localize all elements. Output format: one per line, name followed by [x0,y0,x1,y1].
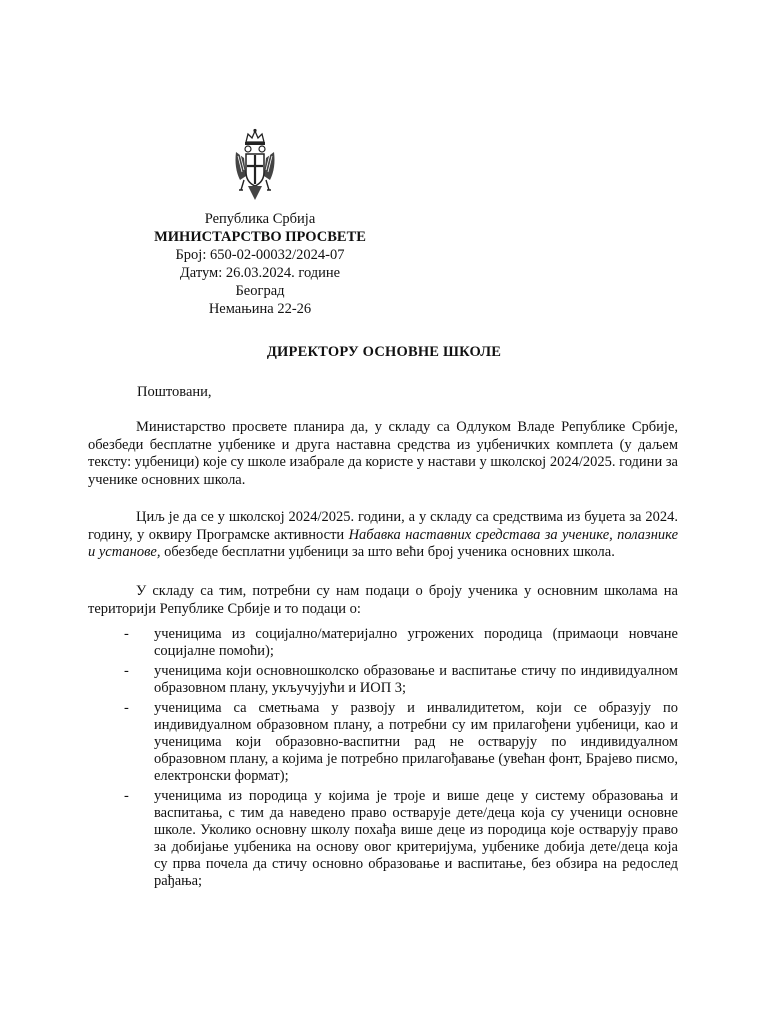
program-activity-name: Набавка наставних средстава за ученике, полазнике и установе, [88,526,678,560]
paragraph-2-start: Циљ је да се у школској 2024/2025. години, а у складу са средствима из буџета за 2024. годину, у оквиру Програмске активности [88,509,678,543]
list-marker: - [124,663,129,679]
city: Београд [235,283,285,299]
paragraph-1-text: Министарство просвете планира да, у складу са Одлуком Владе Републике Србије, обезбеди бесплатне уџбенике и друга наставна средства из уџбеничких комплета (у даљем тексту: уџбеници) које су школе изабрале да користе у настави у школској 2024/2025. години за ученике основних школа. [88,419,678,488]
greeting: Поштовани, [137,384,212,400]
country-name: Република Србија [204,211,316,227]
document-number: Број: 650-02-00032/2024-07 [175,247,345,263]
paragraph-3 [88,583,678,618]
paragraph-3-text: У складу са тим, потребни су нам подаци о броју ученика у основним школама на територији Републике Србије и то подаци о: [88,583,678,617]
list-item [88,626,678,660]
address: Немањина 22-26 [208,301,312,317]
paragraph-2-end: обезбеде бесплатни уџбеници за што већи број ученика основних школа. [160,544,615,560]
paragraph-1 [88,419,678,489]
coat-of-arms-icon [232,128,278,204]
list-item-text: ученицима из социјално/материјално угрожених породица (примаоци новчане социјалне помоћи); [154,626,678,659]
paragraph-2 [88,509,678,562]
ministry-name: МИНИСТАРСТВО ПРОСВЕТЕ [154,229,366,245]
document-date: Датум: 26.03.2024. године [179,265,341,281]
list-item-text: ученицима са сметњама у развоју и инвалидитетом, који се образују по индивидуалном образовном плану, а потребни су им прилагођени уџбеници, као и ученицима који образовно-васпитни рад не остварују по индивидуалном образовном плану, а којима је потребно прилагођавање (увећан фонт, Брајево писмо, електронски формат); [154,700,678,784]
list-item-text: ученицима који основношколско образовање и васпитање стичу по индивидуалном образовном плану, укључујући и ИОП 3; [154,663,678,696]
list-item [88,663,678,697]
list-marker: - [124,626,129,642]
letterhead [140,210,380,318]
criteria-list [88,626,678,893]
list-item [88,700,678,785]
list-item [88,788,678,890]
list-marker: - [124,788,129,804]
list-item-text: ученицима из породица у којима је троје и више деце у систему образовања и васпитања, с тим да наведено право остварује дете/деца која су ученици основне школе. Уколико основну школу похађа више деце из породица које остварују право за добијање уџбеника на основу овог критеријума, уџбенике добија дете/деца која су прва почела да стичу основно образовање и васпитање, без обзира на редослед рађања; [154,788,678,889]
list-marker: - [124,700,129,716]
recipient-heading: ДИРЕКТОРУ ОСНОВНЕ ШКОЛЕ [266,344,502,360]
